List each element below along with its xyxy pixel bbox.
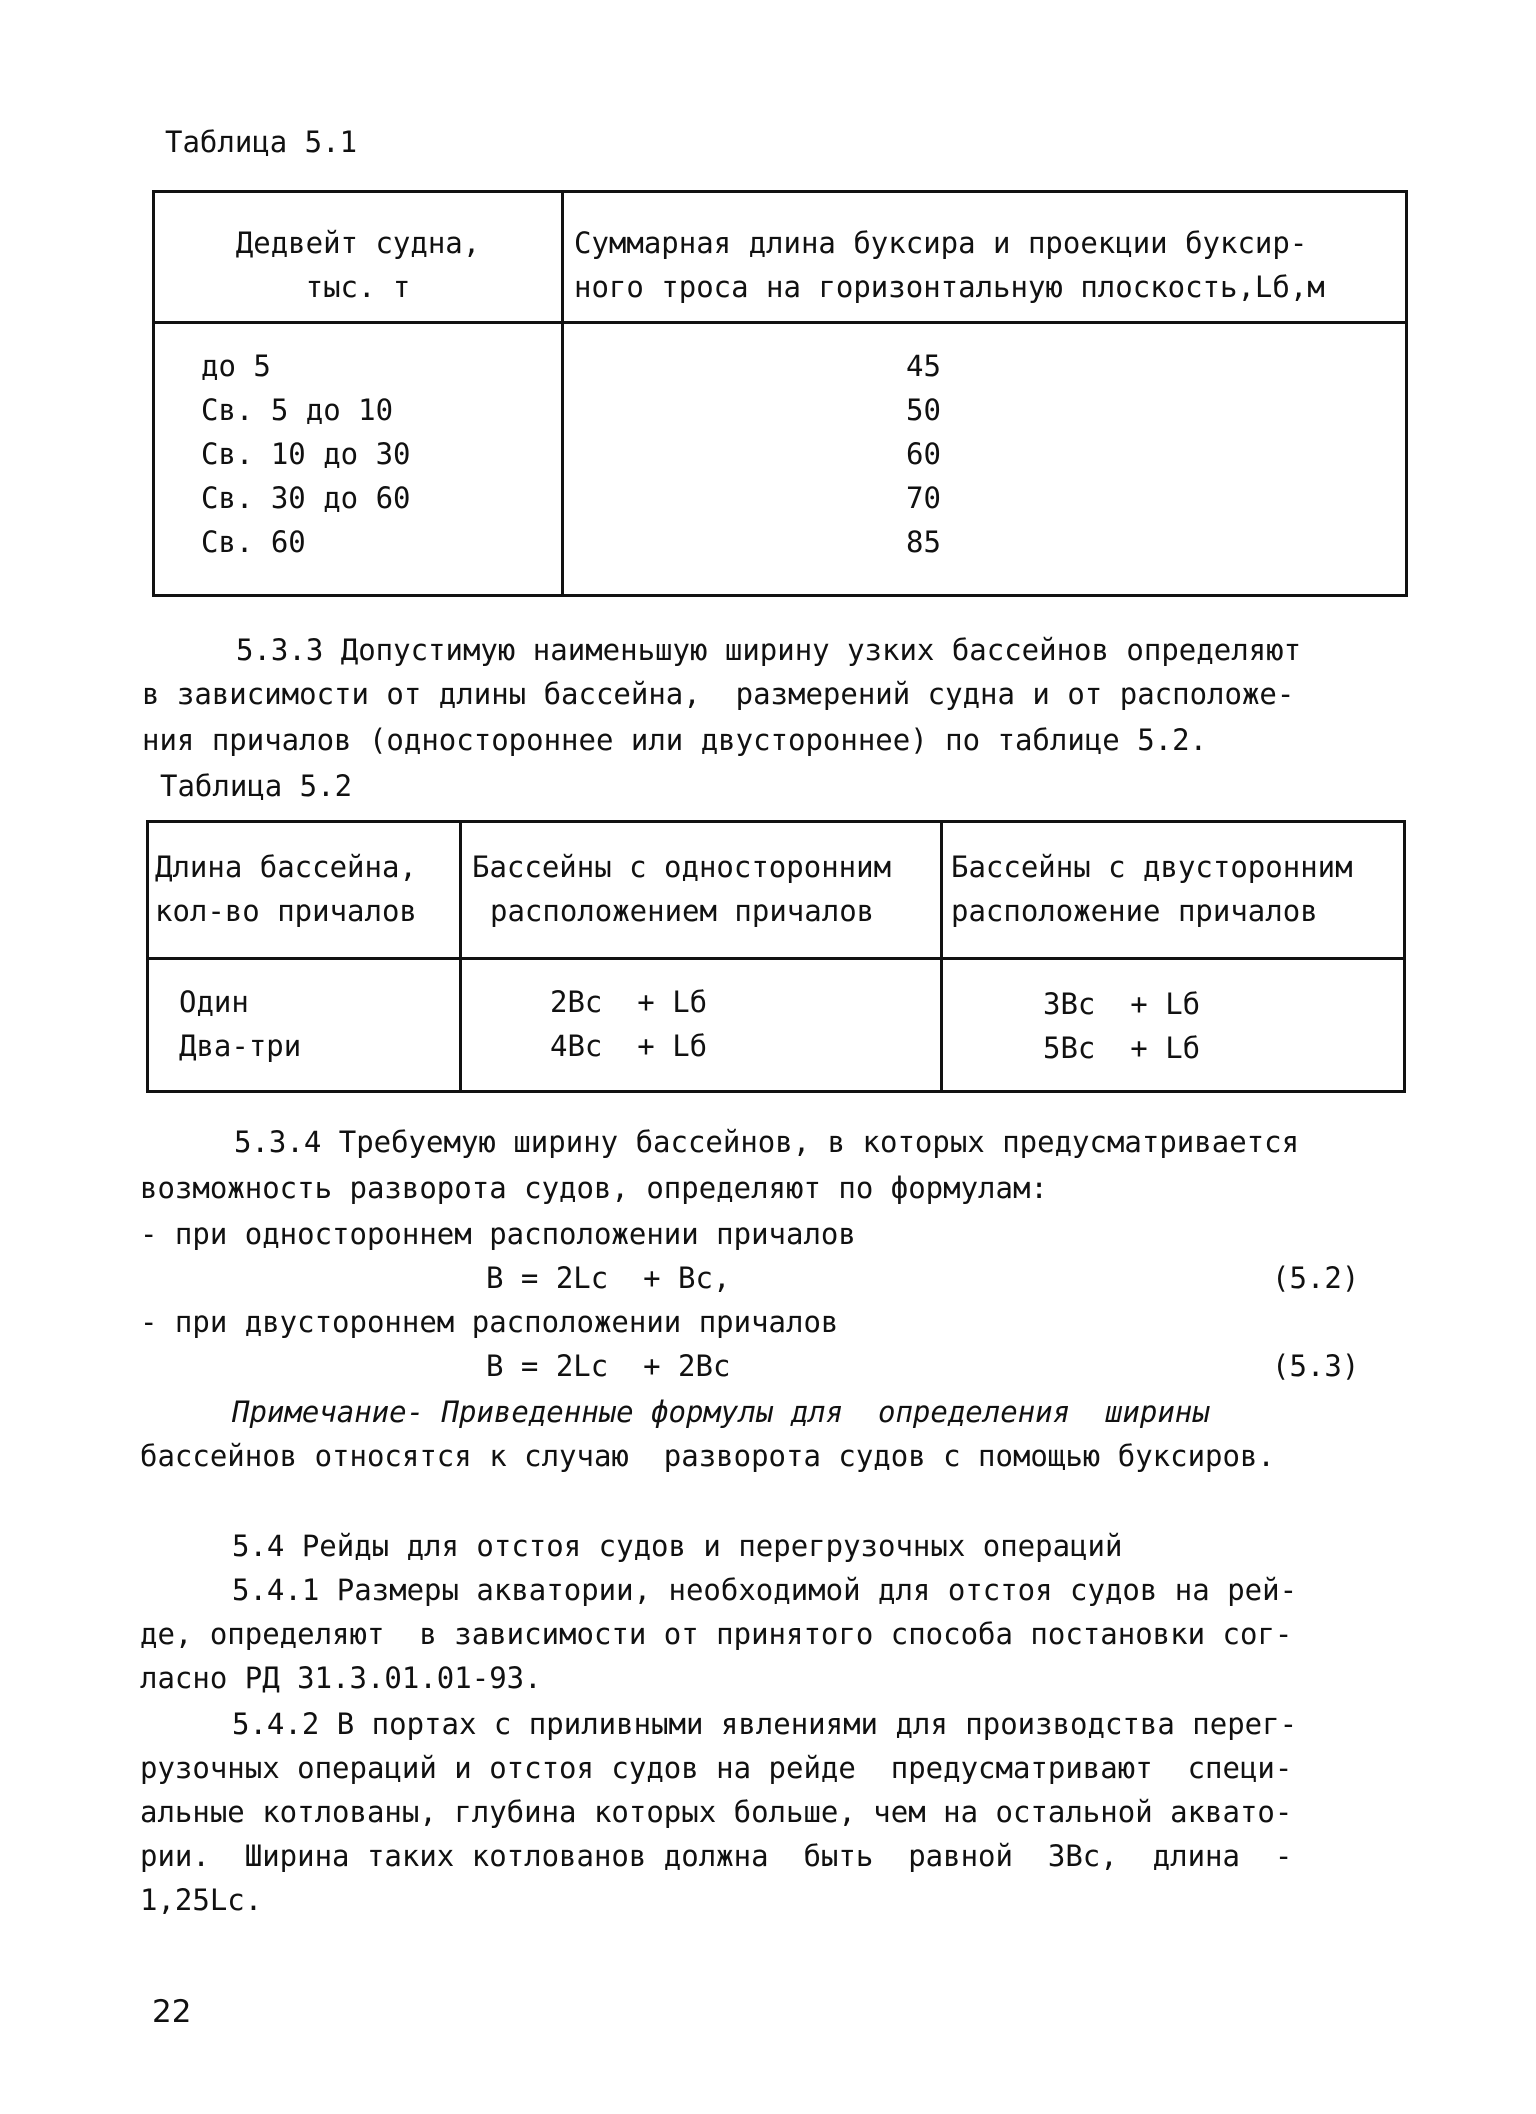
para-5-3-3-line-2: в зависимости от длины бассейна, размерений судна и от расположе- [142,677,1295,711]
formula-condition-1: - при одностороннем расположении причалов [140,1217,856,1251]
table-5-1-header-length [563,192,1407,323]
table-5-2 [146,820,1406,1093]
formula-5-2: В = 2Lс + Вс, [486,1261,731,1295]
table-5-2-two-sided-column [942,959,1405,1092]
para-5-4-2-line-5: 1,25Lс. [140,1883,263,1917]
header-line: кол-во причалов [155,894,417,928]
note-line-2: бассейнов относятся к случаю разворота судов с помощью буксиров. [140,1439,1275,1473]
note-line-1: Примечание- Приведенные формулы для определения ширины [232,1395,1210,1429]
table-5-1-header-deadweight [154,192,563,323]
table-row-cell: 45 [906,349,941,383]
table-row-cell: 4Вс + Lб [550,1029,708,1063]
header-line: Бассейны с двусторонним [951,850,1353,884]
table-row-cell: 85 [906,525,941,559]
table-row-cell: Св. 60 [201,525,306,559]
para-5-4-1-line-2: де, определяют в зависимости от принятого способа постановки сог- [140,1617,1293,1651]
header-line: Бассейны с односторонним [472,850,892,884]
table-5-1 [152,190,1408,597]
table-5-2-header-length [148,822,461,959]
formula-5-3-number: (5.3) [1272,1349,1360,1383]
header-line: Длина бассейна, [155,850,417,884]
table-row-cell: Два-три [179,1029,302,1063]
table-5-2-header-one-sided [461,822,942,959]
header-line: Суммарная длина буксира и проекции буксир- [574,226,1308,260]
formula-5-3: В = 2Lс + 2Вс [486,1349,731,1383]
page-number: 22 [152,1994,192,2030]
header-line: ного троса на горизонтальную плоскость,Lб,м [574,270,1325,304]
formula-condition-2: - при двустороннем расположении причалов [140,1305,839,1339]
header-line: расположением причалов [490,894,875,928]
section-5-4-heading: 5.4 Рейды для отстоя судов и перегрузочных операций [232,1529,1123,1563]
table-5-2-length-column [148,959,461,1092]
para-5-3-4-line-1: 5.3.4 Требуемую ширину бассейнов, в которых предусматривается [234,1125,1300,1159]
table-row-cell: 50 [906,393,941,427]
para-5-4-1-line-1: 5.4.1 Размеры акватории, необходимой для отстоя судов на рей- [232,1573,1298,1607]
table-row-cell: 60 [906,437,941,471]
para-5-3-4-line-2: возможность разворота судов, определяют по формулам: [140,1171,1048,1205]
table-row-cell: 5Вс + Lб [1043,1031,1201,1065]
table-row-cell: до 5 [201,349,271,383]
para-5-3-3-line-1: 5.3.3 Допустимую наименьшую ширину узких бассейнов определяют [236,633,1302,667]
table-row-cell: Св. 10 до 30 [201,437,411,471]
table-5-1-deadweight-column [154,323,563,596]
para-5-4-2-line-4: рии. Ширина таких котлованов должна быть равной 3Вс, длина - [140,1839,1293,1873]
para-5-4-2-line-1: 5.4.2 В портах с приливными явлениями для производства перег- [232,1707,1298,1741]
table-row-cell: Один [179,985,249,1019]
table-row-cell: 3Вс + Lб [1043,987,1201,1021]
table-5-1-caption: Таблица 5.1 [165,125,358,159]
formula-5-2-number: (5.2) [1272,1261,1360,1295]
table-5-1-length-column [563,323,1407,596]
header-line: тыс. т [305,270,411,304]
para-5-4-1-line-3: ласно РД 31.3.01.01-93. [140,1661,542,1695]
table-5-2-caption: Таблица 5.2 [160,769,353,803]
header-line: расположение причалов [951,894,1318,928]
para-5-4-2-line-3: альные котлованы, глубина которых больше, чем на остальной аквато- [140,1795,1293,1829]
table-row-cell: Св. 5 до 10 [201,393,394,427]
table-5-2-one-sided-column [461,959,942,1092]
header-line: Дедвейт судна, [235,226,481,260]
table-row-cell: Св. 30 до 60 [201,481,411,515]
table-5-2-header-two-sided [942,822,1405,959]
table-row-cell: 2Вс + Lб [550,985,708,1019]
para-5-3-3-line-3: ния причалов (одностороннее или двустороннее) по таблице 5.2. [142,723,1208,757]
table-row-cell: 70 [906,481,941,515]
para-5-4-2-line-2: рузочных операций и отстоя судов на рейде предусматривают специ- [140,1751,1293,1785]
